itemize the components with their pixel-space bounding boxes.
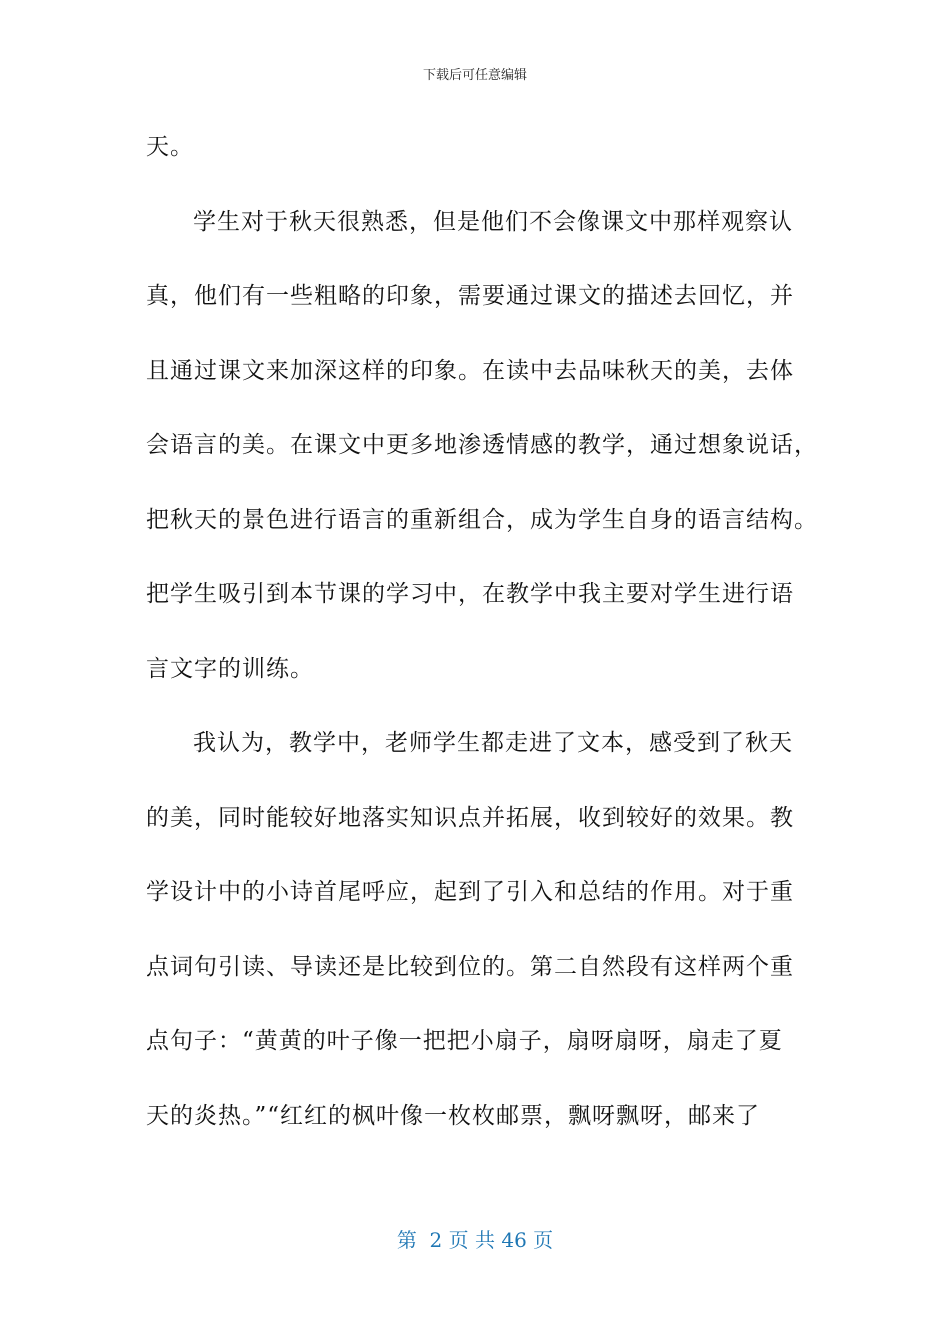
text-line: 的美，同时能较好地落实知识点并拓展，收到较好的效果。教 (146, 804, 794, 831)
text-line: 学设计中的小诗首尾呼应，起到了引入和总结的作用。对于重 (146, 879, 794, 905)
text-line: 点词句引读、导读还是比较到位的。第二自然段有这样两个重 (146, 953, 794, 980)
text-line: 把秋天的景色进行语言的重新组合，成为学生自身的语言结构。 (146, 506, 818, 533)
document-body (146, 110, 818, 1153)
page-header: 下载后可任意编辑 (422, 68, 527, 83)
page-footer: 第 2 页 共 46 页 (396, 1228, 554, 1252)
text-line: 言文字的训练。 (146, 655, 314, 682)
text-line: 点句子：“黄黄的叶子像一把把小扇子，扇呀扇呀，扇走了夏 (146, 1028, 783, 1054)
text-line: 真，他们有一些粗略的印象，需要通过课文的描述去回忆，并 (146, 283, 794, 309)
text-line: 天。 (146, 134, 194, 160)
text-line: 学生对于秋天很熟悉，但是他们不会像课文中那样观察认 (193, 208, 793, 235)
text-line: 会语言的美。在课文中更多地渗透情感的教学，通过想象说话， (146, 432, 818, 458)
text-line: 且通过课文来加深这样的印象。在读中去品味秋天的美，去体 (146, 357, 794, 384)
text-line: 把学生吸引到本节课的学习中，在教学中我主要对学生进行语 (146, 581, 794, 607)
text-line: 天的炎热。”“红红的枫叶像一枚枚邮票，飘呀飘呀，邮来了 (146, 1102, 761, 1129)
text-line: 我认为，教学中，老师学生都走进了文本，感受到了秋天 (193, 730, 793, 756)
